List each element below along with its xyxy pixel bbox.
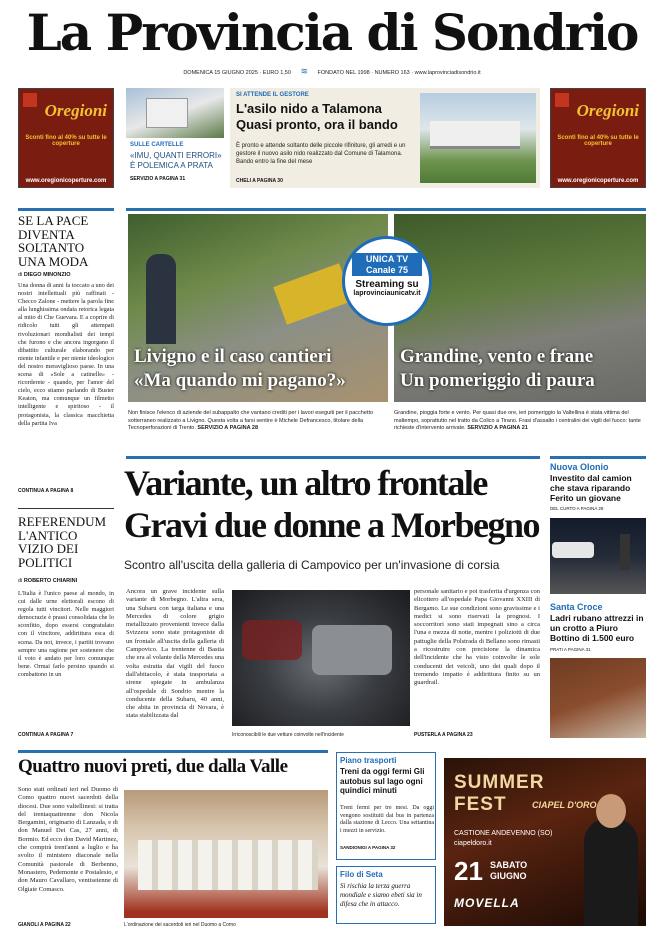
asilo-ref: CHELI A PAGINA 30 — [236, 178, 283, 184]
main-col1: Ancora un grave incidente sulla variante di Morbegno. L'altra sera, una Subaru con targa italiana e una Mercedes di colore grigio metallizzato provenienti invece dalla Svizzera sono state protagoniste di un frontale all'uscita della galleria di Campovico. La trentenne di Bastia che era al volante della Mercedes una volta estratta dai vigili del fuoco dall'abitacolo, è stata trasportata a sirene spiegate in ambulanza all'ospedale di Sondrio mentre la conducente della Subaru, 40 anni, che abita in provincia di Novara, è stata stabilizzata dal — [126, 588, 224, 720]
divider — [126, 208, 646, 211]
main-title-1[interactable]: Variante, un altro frontale — [124, 463, 487, 503]
trasporti-kicker: Piano trasporti — [340, 756, 397, 765]
divider — [550, 456, 646, 459]
ad-url: www.oregionicoperture.com — [25, 178, 107, 184]
trasporti-body: Treni fermi per tre mesi. Da oggi vengono sostituiti dai bus in partenza dalla stazione di Lecco. Una settantina i mezzi in servizio. — [340, 805, 434, 834]
editorial1-body: Una donna di anni fa toccato a uno dei nostri intellettuali più raffinati - Checco Zalone - mettere la parola fine alla lunghissima ondata retorica legata al mito di Che Guevara. E a coprire di ridicolo tutti gli attempati rivoluzionari mondialisti dei tempi che furono e che ancora ingorgano il dibattito culturale elaborando per niente infantile e per niente ideologico del nostro meraviglioso paese. In una scena di «Sole a catinelle» - ricorderete - quando, per l'amor del cielo, ecco stiamo parlando di Buster Keaton, ma comunque un filmetto intelligente e spiritoso - il protagonista, la classica macchietta della partita Iva — [18, 282, 114, 427]
singer-head — [596, 794, 626, 828]
olonio-photo — [550, 518, 646, 594]
ad-sub: Sconti fino al 40% su tutte le coperture — [25, 135, 107, 147]
santacroce-photo — [550, 658, 646, 738]
founded-info: FONDATO NEL 1998 · NUMERO 163 · www.laprovinciadisondrio.it — [317, 70, 481, 76]
summer-title-2: FEST — [454, 794, 507, 815]
crash-caption: Irriconoscibili le due vetture coinvolte nell'incidente — [232, 732, 344, 738]
masthead-title: La Provincia di Sondrio — [26, 3, 638, 62]
singer-figure — [584, 818, 638, 926]
editorial1-ref: CONTINUA A PAGINA 8 — [18, 488, 74, 494]
divider — [18, 208, 114, 211]
grandine-title-1[interactable]: Grandine, vento e frane — [400, 346, 594, 367]
editorial2-ref: CONTINUA A PAGINA 7 — [18, 732, 74, 738]
filo-body: Si rischia la terza guerra mondiale e siamo ebeti sia in difesa che in attacco. — [340, 882, 422, 908]
ad-oregioni-left[interactable] — [18, 88, 114, 188]
trasporti-ref: SANDIONIGI A PAGINA 32 — [340, 845, 396, 850]
olonio-title[interactable]: Investito dal camion che stava riparando Ferito un giovane — [550, 473, 632, 503]
ad-logo-icon — [23, 93, 37, 107]
divider — [126, 456, 540, 459]
livigno-ref: SERVIZIO A PAGINA 28 — [197, 425, 259, 431]
filo-kicker: Filo di Seta — [340, 870, 383, 879]
olonio-kicker: Nuova Olonio — [550, 462, 609, 472]
prata-ref: SERVIZIO A PAGINA 31 — [130, 176, 186, 182]
summer-day: 21 — [454, 856, 483, 886]
livigno-title-1[interactable]: Livigno e il caso cantieri — [134, 346, 332, 367]
main-title-2[interactable]: Gravi due donne a Morbegno — [124, 505, 540, 545]
prata-kicker: SULLE CARTELLE — [130, 142, 184, 148]
asilo-photo — [420, 93, 536, 183]
main-subtitle: Scontro all'uscita della galleria di Campovico per un'invasione di corsia — [124, 558, 500, 572]
summer-site: ciapeldoro.it — [454, 840, 492, 847]
livigno-title-2[interactable]: «Ma quando mi pagano?» — [134, 370, 346, 391]
date-price: DOMENICA 15 GIUGNO 2025 · EURO 1,50 — [183, 70, 291, 76]
editorial2-title[interactable]: REFERENDUM L'ANTICO VIZIO DEI POLITICI — [18, 514, 107, 570]
ad-sub: Sconti fino al 40% su tutte le coperture — [557, 135, 639, 147]
santacroce-title[interactable]: Ladri rubano attrezzi in un crotto a Piuro Bottino di 1.500 euro — [550, 613, 644, 643]
editorial2-body: L'Italia è l'unico paese al mondo, in cui dalle urne elettorali escono di regola tutti vincitori. Nelle maggiori democrazie è prassi consolidata che lo sconfitto, dopo essersi congratulato con il vincitore, addirittura esca di scena. Da noi, invece, i partiti trovano sempre una ragione per sostenere che il voto è andato per loro comunque bene. Ormai farlo persino quando si combattono in un — [18, 590, 114, 678]
santacroce-ref: PRATI A PAGINA 31 — [550, 647, 591, 652]
prata-photo — [126, 88, 224, 138]
summer-sponsor: MOVELLA — [454, 896, 520, 910]
main-col2: personale sanitario e poi trasferita d'urgenza con elicottero all'ospedale Papa Giovanni XXIII di Bergamo. Le sue condizioni sono gravissime e i medici si sono riservati la prognosi. I soccorritori sono stati impegnati sino a circa l'una e mezza di notte, mentre i poliziotti di due pattuglie della Polstrada di Bellano sono rimasti a ricostruire con precisione la dinamica dell'incidente che ha visto coinvolte le sole conducenti dei veicoli, uno dei quali dopo il tremendo impatto è addirittura finito su un guardrail. — [414, 588, 540, 687]
tv-line-2: Canale 75 — [352, 265, 422, 276]
crash-photo — [232, 590, 410, 726]
asilo-title-1[interactable]: L'asilo nido a Talamona — [236, 101, 382, 116]
summer-title-1: SUMMER — [454, 772, 545, 793]
preti-caption: L'ordinazione dei sacerdoti ieri nel Duomo a Como — [124, 922, 236, 928]
asilo-kicker: SI ATTENDE IL GESTORE — [236, 92, 309, 98]
main-ref: PUSTERLA A PAGINA 23 — [414, 732, 473, 738]
prata-title[interactable]: «IMU, QUANTI ERRORI» È POLEMICA A PRATA — [130, 151, 222, 170]
summer-weekday: SABATO — [490, 860, 528, 870]
summer-brand: CIAPEL D'ORO — [532, 800, 597, 810]
grandine-body-text: Grandine, pioggia forte e vento. Per quasi due ore, ieri pomeriggio la Valtellina è stata vittima del maltempo, soprattutto nel tratto da Colico a Tirano. Frasi d'assalto i centralini dei vigili del fuoco: tante richieste d'intervento arrivate. — [394, 410, 641, 431]
olonio-ref: DEL CURTO A PAGINA 29 — [550, 506, 604, 511]
wave-logo: ≋ — [300, 66, 308, 76]
preti-title[interactable]: Quattro nuovi preti, due dalla Valle — [18, 756, 288, 777]
trasporti-title[interactable]: Treni da oggi fermi Gli autobus sul lago ogni quindici minuti — [340, 767, 425, 795]
dateline — [0, 66, 664, 77]
ad-oregioni-right[interactable] — [550, 88, 646, 188]
tv-line-1: UNICA TV — [352, 253, 422, 265]
preti-ref: GIANOLI A PAGINA 22 — [18, 922, 71, 928]
santacroce-kicker: Santa Croce — [550, 602, 603, 612]
tv-line-4: laprovinciaunicatv.it — [353, 290, 421, 297]
editorial2-author: ROBERTO CHIARINI — [23, 578, 78, 584]
grandine-ref: SERVIZIO A PAGINA 21 — [467, 425, 528, 431]
unica-tv-badge[interactable] — [342, 236, 432, 326]
editorial1-title[interactable]: SE LA PACE DIVENTA SOLTANTO UNA MODA — [18, 213, 89, 269]
livigno-body-text: Non finisce l'elenco di aziende del subappalto che vantano crediti per i lavori eseguiti per il pacchetto sotterraneo realizzato a Livigno. Questa volta a farsi sentire è Michele Defrancesco, titolare della Tecnoperforazioni di Trento. — [128, 410, 374, 431]
preti-photo — [124, 790, 328, 918]
editorial2-byline: di ROBERTO CHIARINI — [18, 578, 78, 584]
editorial1-byline: di DIEGO MINONZIO — [18, 272, 71, 278]
summer-fest-ad[interactable] — [444, 758, 646, 926]
summer-location: CASTIONE ANDEVENNO (SO) — [454, 830, 553, 837]
asilo-title-2[interactable]: Quasi pronto, ora il bando — [236, 117, 398, 132]
ad-brand: Oregioni — [44, 101, 107, 120]
asilo-body: È pronto e attende soltanto delle piccole rifiniture, gli arredi e un gestore il nuovo asilo nido realizzato dal Comune di Talamona. Bando entro la fine del mese — [236, 143, 406, 165]
divider — [18, 750, 328, 753]
grandine-body — [394, 410, 646, 433]
divider — [18, 508, 114, 509]
grandine-title-2[interactable]: Un pomeriggio di paura — [400, 370, 595, 391]
ad-brand: Oregioni — [576, 101, 639, 120]
preti-body: Sono stati ordinati ieri nel Duomo di Como quattro nuovi sacerdoti della diocesi. Due sono valtellinesi: si tratta del trentaquattrenne don Nicola Bergamini, originario di Lanzada, e di don Manuel Dei Cas, 27 anni, di Bormio. Ed ecco don David Martinez, che compirà trent'anni a luglio e ha svolto il ministero diaconale nella Comunità pastorale di Berbenno, Monastero, Pedemonte e Postalesio, e don Mauro Cavallaro, ventiseienne di Olgiate Comasco. — [18, 786, 118, 893]
tv-line-3: Streaming su — [355, 279, 419, 290]
livigno-body — [128, 410, 388, 433]
summer-month: GIUGNO — [490, 871, 527, 881]
ad-url: www.oregionicoperture.com — [557, 178, 639, 184]
editorial1-author: DIEGO MINONZIO — [23, 272, 71, 278]
ad-logo-icon — [555, 93, 569, 107]
